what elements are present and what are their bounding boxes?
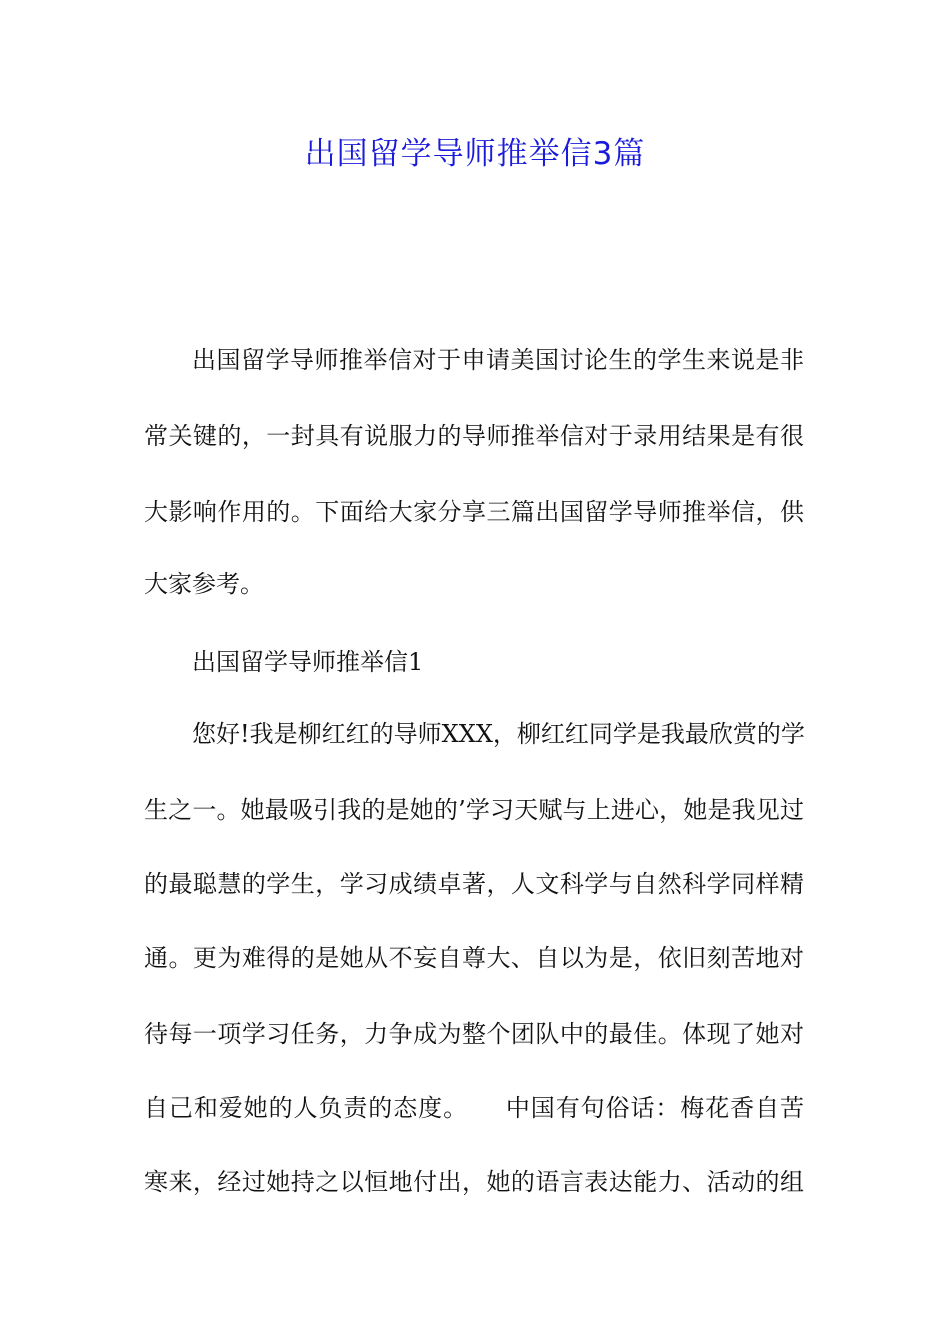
paragraph-line: 的最聪慧的学生，学习成绩卓著，人文科学与自然科学同样精	[144, 870, 804, 898]
paragraph-line: 生之一。她最吸引我的是她的’学习天赋与上进心，她是我见过	[144, 796, 804, 824]
paragraph-line: 出国留学导师推举信对于申请美国讨论生的学生来说是非	[192, 346, 804, 374]
paragraph-line: 待每一项学习任务，力争成为整个团队中的最佳。体现了她对	[144, 1020, 804, 1048]
paragraph-line: 通。更为难得的是她从不妄自尊大、自以为是，依旧刻苦地对	[144, 944, 804, 972]
paragraph-line: 常关键的，一封具有说服力的导师推举信对于录用结果是有很	[144, 422, 804, 450]
paragraph-line: 寒来，经过她持之以恒地付出，她的语言表达能力、活动的组	[144, 1168, 804, 1196]
paragraph-line: 自己和爱她的人负责的态度。 中国有句俗话：梅花香自苦	[144, 1094, 804, 1122]
paragraph-line: 大家参考。	[144, 570, 264, 598]
paragraph-line: 您好!我是柳红红的导师XXX，柳红红同学是我最欣赏的学	[192, 720, 805, 748]
paragraph-line: 大影响作用的。下面给大家分享三篇出国留学导师推举信，供	[144, 498, 804, 526]
document-title: 出国留学导师推举信3篇	[304, 136, 646, 172]
section-heading: 出国留学导师推举信1	[192, 648, 424, 676]
